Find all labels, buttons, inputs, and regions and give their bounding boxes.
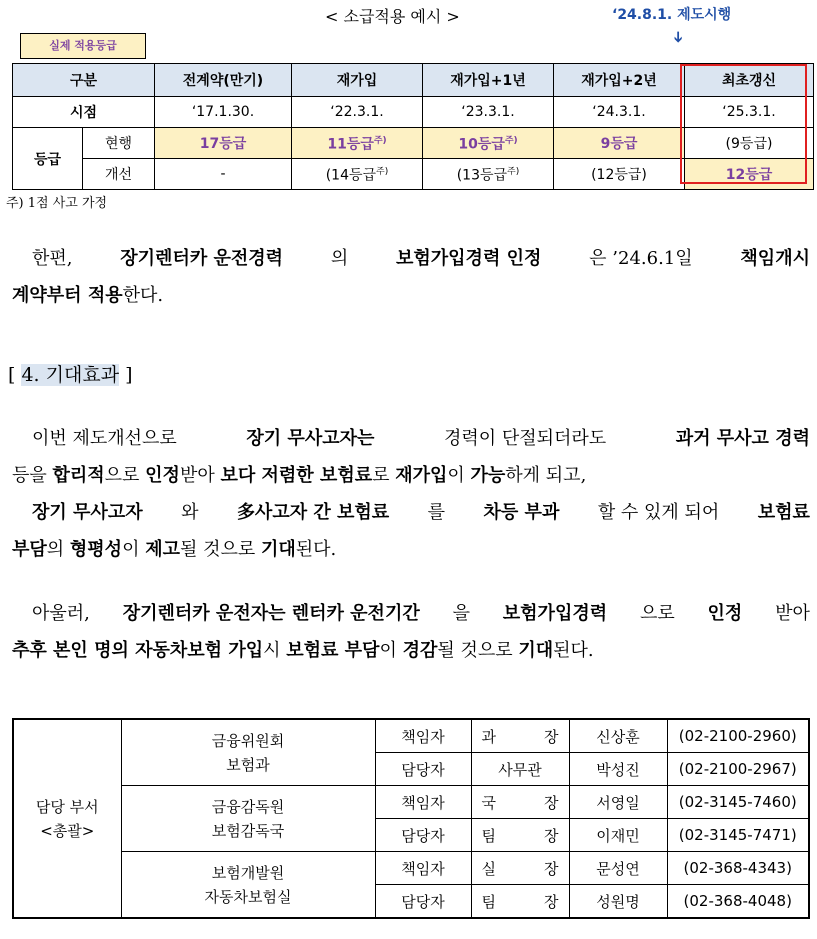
phone-cell: (02-368-4343)	[667, 852, 809, 885]
role-cell: 책임자	[375, 852, 471, 885]
text-run: 경력이 단절되더라도	[443, 428, 607, 449]
contact-table	[12, 718, 810, 919]
paragraph-2	[12, 420, 810, 568]
text-run: 를	[427, 502, 446, 523]
improved-label: 개선	[83, 159, 155, 190]
example-title: < 소급적용 예시 >	[325, 7, 460, 26]
name-cell: 서영일	[569, 786, 667, 819]
footnote: 주) 1점 사고 가정	[6, 196, 108, 211]
unit-name: 자동차보험실	[204, 887, 292, 906]
title-cell: 사무관	[471, 753, 569, 786]
org-cell	[121, 852, 375, 919]
improved-grade: (12등급)	[554, 159, 685, 190]
text-run: 은 ’24.6.1일	[589, 248, 693, 269]
current-label: 현행	[83, 128, 155, 159]
title-cell	[471, 852, 569, 885]
paragraph-2-line-3	[12, 494, 810, 531]
unit-name: 보험감독국	[211, 821, 285, 840]
role-cell: 책임자	[375, 786, 471, 819]
text-run: 될 것으로	[437, 640, 519, 661]
text-run: 장기렌터카 운전경력	[120, 248, 284, 269]
text-run: 로	[372, 465, 396, 486]
title-text: 장	[544, 727, 559, 746]
text-run: 보험가입경력 인정	[396, 248, 542, 269]
text-run: 으로	[639, 603, 675, 624]
paragraph-1-line-2	[12, 277, 810, 314]
text-run: 부담	[12, 539, 47, 560]
time-value: ‘24.3.1.	[554, 97, 685, 128]
text-run: 보험료	[757, 502, 810, 523]
text-run: 이	[379, 640, 403, 661]
current-grade: 17등급	[155, 128, 292, 159]
paragraph-3-line-1	[12, 595, 810, 632]
text-run: 보험가입경력	[502, 603, 608, 624]
text-run: 이	[447, 465, 471, 486]
paragraph-2-line-4	[12, 531, 810, 568]
department-sub-label: <총괄>	[40, 821, 95, 840]
time-value: ‘25.3.1.	[685, 97, 814, 128]
paragraph-2-line-1	[12, 420, 810, 457]
time-label: 시점	[13, 97, 155, 128]
name-cell: 문성연	[569, 852, 667, 885]
text-run: 의	[46, 539, 70, 560]
current-grade: 9등급	[554, 128, 685, 159]
phone-cell: (02-3145-7460)	[667, 786, 809, 819]
title-text: 장	[544, 793, 559, 812]
time-value: ‘17.1.30.	[155, 97, 292, 128]
phone-cell: (02-2100-2960)	[667, 719, 809, 753]
paragraph-3-line-2	[12, 632, 810, 669]
text-run: 인정	[145, 465, 180, 486]
header-rejoin: 재가입	[292, 64, 423, 97]
name-cell: 신상훈	[569, 719, 667, 753]
title-text: 과	[481, 727, 496, 746]
text-run: 등을	[12, 465, 53, 486]
bracket: ]	[125, 364, 133, 386]
paragraph-1	[12, 240, 810, 314]
text-run: 과거 무사고 경력	[675, 428, 810, 449]
text-run: 이	[122, 539, 146, 560]
text-run: 받아	[179, 465, 221, 486]
text-run: 보다 저렴한 보험료	[220, 465, 373, 486]
title-text: 팀	[481, 892, 496, 911]
section-title-text: 4. 기대효과	[21, 364, 120, 386]
role-cell: 담당자	[375, 819, 471, 852]
current-grade: (9등급)	[685, 128, 814, 159]
text-run: 한다.	[122, 285, 164, 306]
text-run: 장기 무사고자	[32, 502, 143, 523]
text-run: 아울러,	[32, 603, 90, 624]
improved-grade: (14등급$^{주)}$	[292, 159, 423, 190]
title-cell	[471, 885, 569, 919]
section-title	[8, 360, 133, 387]
text-run: 보험료 부담	[286, 640, 380, 661]
launch-date-label: ‘24.8.1. 제도시행	[612, 7, 732, 23]
role-cell: 담당자	[375, 753, 471, 786]
role-cell: 책임자	[375, 719, 471, 753]
text-run: 기대	[518, 640, 554, 661]
phone-cell: (02-3145-7471)	[667, 819, 809, 852]
improved-grade: 12등급	[685, 159, 814, 190]
text-run: 인정	[707, 603, 743, 624]
title-cell	[471, 719, 569, 753]
title-text: 장	[544, 826, 559, 845]
text-run: 의	[330, 248, 349, 269]
department-cell	[13, 719, 121, 918]
text-run: 으로	[104, 465, 146, 486]
title-cell	[471, 786, 569, 819]
bracket: [	[8, 364, 16, 386]
text-run: 하게 되고,	[505, 465, 587, 486]
text-run: 형평성	[69, 539, 123, 560]
text-run: 제고	[145, 539, 180, 560]
title-text: 장	[544, 859, 559, 878]
text-run: 재가입	[395, 465, 448, 486]
header-rejoin-1y: 재가입+1년	[423, 64, 554, 97]
improved-grade: -	[155, 159, 292, 190]
paragraph-1-line-1	[12, 240, 810, 277]
org-name: 금융위원회	[211, 731, 285, 750]
retroactive-example-table	[12, 63, 814, 190]
text-run: 계약부터 적용	[12, 285, 123, 306]
name-cell: 성원명	[569, 885, 667, 919]
name-cell: 이재민	[569, 819, 667, 852]
time-value: ‘22.3.1.	[292, 97, 423, 128]
unit-name: 보험과	[226, 755, 270, 774]
text-run: 을	[452, 603, 470, 624]
text-run: 추후 본인 명의 자동차보험 가입	[12, 640, 264, 661]
paragraph-3	[12, 595, 810, 669]
text-run: 多사고자 간 보험료	[236, 502, 390, 523]
text-run: 할 수 있게 되어	[597, 502, 720, 523]
grade-label: 등급	[13, 128, 83, 190]
text-run: 이번 제도개선으로	[32, 428, 177, 449]
applied-grade-badge: 실제 적용등급	[20, 33, 146, 59]
text-run: 기대	[260, 539, 296, 560]
text-run: 차등 부과	[483, 502, 560, 523]
org-name: 보험개발원	[211, 863, 285, 882]
header-category: 구분	[13, 64, 155, 97]
phone-cell: (02-2100-2967)	[667, 753, 809, 786]
text-run: 장기 무사고자는	[246, 428, 375, 449]
header-rejoin-2y: 재가입+2년	[554, 64, 685, 97]
improved-grade: (13등급$^{주)}$	[423, 159, 554, 190]
title-text: 국	[481, 793, 496, 812]
text-run: 시	[263, 640, 287, 661]
org-name: 금융감독원	[211, 797, 285, 816]
header-prev-contract: 전계약(만기)	[155, 64, 292, 97]
text-run: 한편,	[32, 248, 73, 269]
paragraph-2-line-2	[12, 457, 810, 494]
time-value: ‘23.3.1.	[423, 97, 554, 128]
text-run: 합리적	[52, 465, 105, 486]
title-text: 장	[544, 892, 559, 911]
title-cell	[471, 819, 569, 852]
header-first-renewal: 최초갱신	[685, 64, 814, 97]
department-label: 담당 부서	[35, 797, 99, 816]
text-run: 와	[181, 502, 199, 523]
text-run: 책임개시	[740, 248, 810, 269]
text-run: 장기렌터카 운전자는 렌터카 운전기간	[122, 603, 420, 624]
text-run: 받아	[775, 603, 810, 624]
text-run: 된다.	[295, 539, 337, 560]
phone-cell: (02-368-4048)	[667, 885, 809, 919]
name-cell: 박성진	[569, 753, 667, 786]
text-run: 가능	[470, 465, 506, 486]
title-text: 실	[481, 859, 496, 878]
current-grade: 10등급$^{주)}$	[423, 128, 554, 159]
down-arrow-icon: ➔	[669, 30, 688, 44]
text-run: 될 것으로	[179, 539, 261, 560]
org-cell	[121, 786, 375, 852]
title-text: 팀	[481, 826, 496, 845]
text-run: 된다.	[553, 640, 594, 661]
org-cell	[121, 719, 375, 786]
text-run: 경감	[402, 640, 438, 661]
role-cell: 담당자	[375, 885, 471, 919]
current-grade: 11등급$^{주)}$	[292, 128, 423, 159]
